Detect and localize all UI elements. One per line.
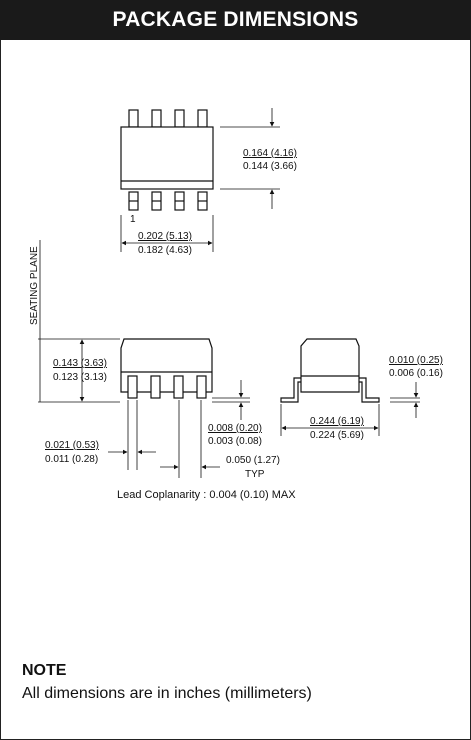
standoff-min: 0.003 (0.08): [208, 436, 262, 447]
top-pin: [129, 110, 138, 127]
lead-pitch: 0.050 (1.27): [226, 455, 280, 466]
lead-coplanarity: Lead Coplanarity : 0.004 (0.10) MAX: [117, 489, 296, 501]
end-lead-left: [281, 378, 301, 402]
top-width-max: 0.202 (5.13): [138, 231, 192, 242]
pin-one-label: 1: [130, 214, 136, 225]
lead-pitch-note: TYP: [245, 469, 265, 480]
package-body-top-view: [121, 127, 213, 189]
top-height-min: 0.144 (3.66): [243, 161, 297, 172]
side-height-min: 0.123 (3.13): [53, 372, 107, 383]
top-width-min: 0.182 (4.63): [138, 245, 192, 256]
side-lead: [197, 376, 206, 398]
side-lead: [128, 376, 137, 398]
lead-width-min: 0.011 (0.28): [45, 454, 99, 465]
title-banner: [0, 0, 471, 40]
package-body-end-view: [301, 339, 359, 392]
seating-plane-label: SEATING PLANE: [29, 246, 40, 325]
top-height-max: 0.164 (4.16): [243, 148, 297, 159]
lead-thickness-min: 0.006 (0.16): [389, 368, 443, 379]
top-pin: [152, 110, 161, 127]
standoff-max: 0.008 (0.20): [208, 423, 262, 434]
lead-span-min: 0.224 (5.69): [310, 430, 364, 441]
side-lead: [151, 376, 160, 398]
side-height-max: 0.143 (3.63): [53, 358, 107, 369]
top-pin: [175, 110, 184, 127]
top-pin: [198, 110, 207, 127]
end-lead-right: [359, 378, 379, 402]
note-text: All dimensions are in inches (millimeters): [22, 685, 312, 702]
note-heading: NOTE: [22, 662, 67, 679]
lead-span-max: 0.244 (6.19): [310, 416, 364, 427]
side-lead: [174, 376, 183, 398]
lead-thickness-max: 0.010 (0.25): [389, 355, 443, 366]
lead-width-max: 0.021 (0.53): [45, 440, 99, 451]
package-drawing: [0, 40, 471, 660]
page-title: PACKAGE DIMENSIONS: [112, 8, 359, 31]
